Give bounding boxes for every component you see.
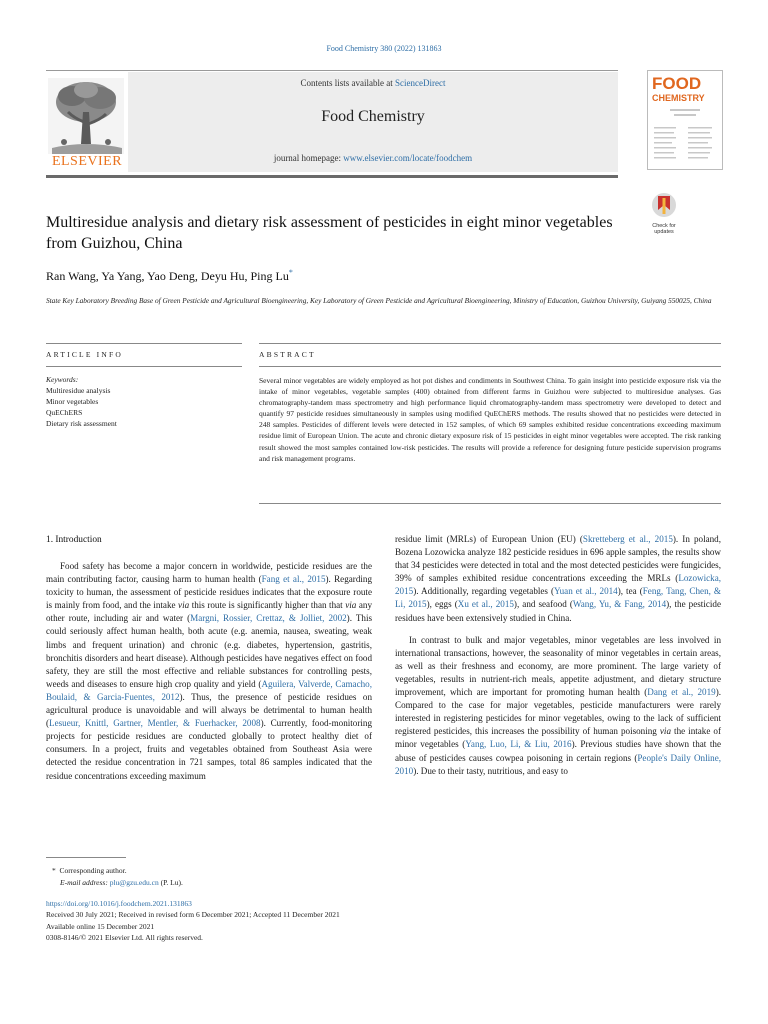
article-info-rule-lower <box>46 366 242 367</box>
citation-link[interactable]: Fang et al., 2015 <box>261 574 326 585</box>
keywords-title: Keywords: <box>46 375 79 384</box>
sciencedirect-link[interactable]: ScienceDirect <box>395 78 446 88</box>
citation-link[interactable]: Skretteberg et al., 2015 <box>582 534 673 544</box>
corresponding-author-note: * Corresponding author. <box>52 866 127 875</box>
crossmark-icon <box>649 192 679 218</box>
citation-link[interactable]: Yang, Luo, Li, & Liu, 2016 <box>465 739 572 750</box>
keyword-item: Dietary risk assessment <box>46 419 117 428</box>
doi-link[interactable]: https://doi.org/10.1016/j.foodchem.2021.131863 <box>46 899 192 908</box>
citation-link[interactable]: Feng, Tang, Chen, & Li, 2015 <box>395 586 722 610</box>
journal-homepage-link[interactable]: www.elsevier.com/locate/foodchem <box>343 153 473 163</box>
citation-link[interactable]: People's Daily Online, 2010 <box>395 752 722 776</box>
body-column-left <box>46 560 372 783</box>
author-affiliation: State Key Laboratory Breeding Base of Green Pesticide and Agricultural Bioengineering, Key Laboratory of Green Pesticide and Agricultural Bioengineering, Ministry of Education, Guizhou University, Guiyang 550025, China <box>46 296 712 305</box>
author-list <box>46 268 646 284</box>
citation-link[interactable]: Lozowicka, 2015 <box>395 573 721 597</box>
cover-text-lines <box>648 71 722 169</box>
citation-link[interactable]: Lesueur, Knittl, Gartner, Mentler, & Fuerhacker, 2008 <box>49 718 261 729</box>
article-info-heading: ARTICLE INFO <box>46 350 123 359</box>
email-note: E-mail address: plu@gzu.edu.cn (P. Lu). <box>60 878 183 887</box>
abstract-bottom-rule <box>259 503 721 504</box>
citation-link[interactable]: Yuan et al., 2014 <box>554 586 618 597</box>
abstract-text: Several minor vegetables are widely employed as hot pot dishes and condiments in Southwest China. To gain insight into pesticide exposure risk via the intake of minor vegetables, vegetable samples (400) obtained from different farms in Guizhou were subjected to multiresidue analyses. Gas chromatography-tandem mass spectrometry and high performance liquid chromatography-tandem mass spectrometry were developed to detect and quantify 97 pesticide residues simultaneously in samples using modified QuEChERS methods. The results showed that no pesticides were detected in 248 samples. Pesticides of different levels were detected in 152 samples, of which 69 samples exhibited residue concentrations exceeding maximum residue limit of European Union. The acute and chronic dietary exposure risk of 15 pesticides in eight minor vegetables were accepted. The risk ranking result showed the most samples contained low-risk pesticides. The results will provide a reference for designing future pesticide supervision programs and risk management programs. <box>259 376 721 463</box>
keyword-item: Minor vegetables <box>46 397 99 406</box>
cover-title-food: FOOD <box>652 74 702 93</box>
citation-link[interactable]: Xu et al., 2015 <box>457 599 514 610</box>
check-for-updates-badge[interactable] <box>649 192 679 235</box>
journal-homepage-line: journal homepage: www.elsevier.com/locate/foodchem <box>273 153 473 163</box>
introduction-heading: 1. Introduction <box>46 535 102 545</box>
journal-header-center <box>128 72 618 172</box>
author-email-link[interactable]: plu@gzu.edu.cn <box>109 878 159 887</box>
journal-citation-link[interactable]: Food Chemistry 380 (2022) 131863 <box>326 44 442 53</box>
keyword-item: Multiresidue analysis <box>46 386 111 395</box>
abstract-rule-lower <box>259 366 721 367</box>
intro-paragraph-1: Food safety has become a major concern in worldwide, pesticide residues are the main contributing factor, causing harm to human health (Fang et al., 2015). Regarding toxicity to human, the assessment of pesticide residues indicates that the exposure route is mainly from food, and the intake via this route is significantly higher than that via any other route, including air and water (Margni, Rossier, Crettaz, & Jolliet, 2002). This could seriously affect human health, both acute (e.g. anemia, nausea, sweating, weak limbs and frequent urination) and chronic (e.g. diabetes, hypertension, gastritis, bronchitis disorders and heart disease). Although pesticides have negatives effect on food safety, they are still the most effective and reliable substances for controlling pests, weeds and diseases to ensure high crop quality and yield (Aguilera, Valverde, Camacho, Boulaid, & Garcia-Fuentes, 2012). Thus, the presence of pesticide residues on agricultural produce is unavoidable and will always be detrimental to human health (Lesueur, Knittl, Gartner, Mentler, & Fuerhacker, 2008). Currently, food-monitoring projects for pesticide residues are conducted globally to protect healthy diet of consumers. In a project, fruits and vegetables obtained from Southeast Asia were detected the residue concentration in 721 sampes, total 86 samples indicated that the residue concentrations exceeding maximum <box>46 561 373 781</box>
elsevier-logo <box>46 72 128 172</box>
cover-title-chemistry: CHEMISTRY <box>652 93 705 103</box>
footnote-rule <box>46 857 126 858</box>
article-title: Multiresidue analysis and dietary risk assessment of pesticides in eight minor vegetables from Guizhou, China <box>46 214 613 252</box>
keywords-list <box>46 385 117 429</box>
crossmark-label-line1: Check for <box>652 223 676 229</box>
author-names: Ran Wang, Ya Yang, Yao Deng, Deyu Hu, Ping Lu <box>46 269 289 283</box>
article-info-rule <box>46 343 242 344</box>
journal-cover-thumbnail <box>647 70 723 170</box>
footnote <box>52 865 183 889</box>
publisher-wordmark: ELSEVIER <box>51 154 123 169</box>
article-history <box>46 898 340 944</box>
available-online-date: Available online 15 December 2021 <box>46 921 155 931</box>
keyword-item: QuEChERS <box>46 408 83 417</box>
citation-link[interactable]: Aguilera, Valverde, Camacho, Boulaid, & Garcia-Fuentes, 2012 <box>46 678 372 702</box>
corresponding-author-mark[interactable]: * <box>288 268 293 277</box>
citation-link[interactable]: Dang et al., 2019 <box>647 687 716 698</box>
contents-line: Contents lists available at ScienceDirect <box>300 78 446 88</box>
journal-name: Food Chemistry <box>321 108 425 125</box>
abstract-heading: ABSTRACT <box>259 350 316 359</box>
copyright-notice: 0308-8146/© 2021 Elsevier Ltd. All rights reserved. <box>46 933 203 943</box>
abstract-rule <box>259 343 721 344</box>
intro-paragraph-2: In contrast to bulk and major vegetables, minor vegetables are less involved in international transactions, however, the seasonality of minor vegetables in certain areas, as well as their freshness and economy, are more prominent. The large variety of vegetables, results in nutrient-rich meals, appetite adjustment, and dietary structure improvement, which are important for promoting human health (Dang et al., 2019). Compared to the case for major vegetables, pesticide manufacturers were rarely interested in registering pesticides for minor vegetables, owing to the lack of sufficient registered pesticides, this increases the possibility of human poisoning via the intake of minor vegetables (Yang, Luo, Li, & Liu, 2016). Previous studies have shown that the abuse of pesticides causes cowpea poisoning in certain regions (People's Daily Online, 2010). Due to their tasty, nutritious, and easy to <box>395 634 722 776</box>
crossmark-label-line2: updates <box>654 229 674 235</box>
body-column-right <box>395 533 721 778</box>
intro-paragraph-1-continued: residue limit (MRLs) of European Union (EU) (Skretteberg et al., 2015). In poland, Bozena Lozowicka analyze 182 pesticide residues in 696 apple samples, the results show that 34 pesticides were detected in total and the most detected pesticides were fungicides, 39% of samples exhibited residue concentrations exceeding the MRLs (Lozowicka, 2015). Additionally, regarding vegetables (Yuan et al., 2014), tea (Feng, Tang, Chen, & Li, 2015), eggs (Xu et al., 2015), and seafood (Wang, Yu, & Fang, 2014), the pesticide residues have been extensively studied in China. <box>395 534 722 623</box>
citation-link[interactable]: Margni, Rossier, Crettaz, & Jolliet, 2002 <box>190 613 347 624</box>
citation-link[interactable]: Wang, Yu, & Fang, 2014 <box>572 599 667 610</box>
received-dates: Received 30 July 2021; Received in revised form 6 December 2021; Accepted 11 December 2021 <box>46 910 340 920</box>
